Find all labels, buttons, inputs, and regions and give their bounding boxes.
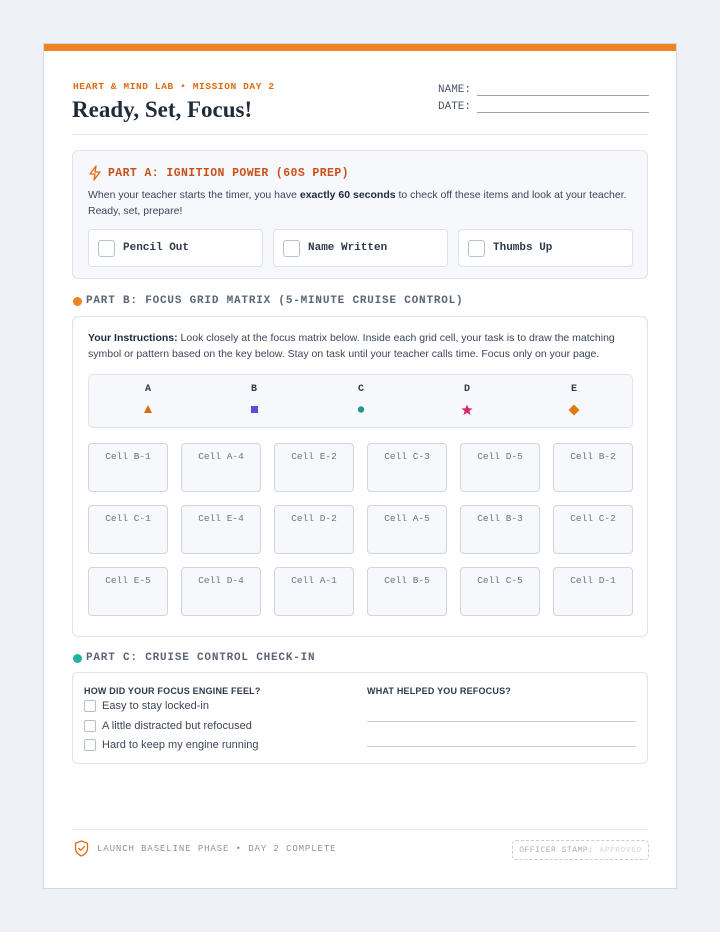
shield-check-icon: [74, 840, 89, 857]
checklist-label: Name Written: [308, 242, 388, 254]
circle-icon: [356, 404, 366, 414]
worksheet-page: [43, 43, 677, 889]
checklist-label: Pencil Out: [123, 242, 190, 254]
grid-cell[interactable]: Cell B-3: [460, 505, 540, 554]
grid-cell[interactable]: Cell D-1: [553, 567, 633, 616]
officer-stamp: [512, 840, 649, 860]
refocus-question: WHAT HELPED YOU REFOCUS?: [367, 686, 511, 696]
grid-cell[interactable]: Cell A-4: [181, 443, 261, 492]
key-item-c: [341, 384, 381, 414]
part-b-instructions: Your Instructions: Look closely at the focus matrix below. Inside each grid cell, your task is to draw the matching symbol or pattern based on the key below. Stay on task until your teacher calls time. Focus only on your page.: [88, 332, 615, 360]
grid-cell[interactable]: Cell C-3: [367, 443, 447, 492]
option-hard[interactable]: [84, 739, 259, 751]
lightning-icon: [88, 165, 102, 181]
part-c-title: PART C: CRUISE CONTROL CHECK-IN: [86, 652, 316, 664]
header-divider: [72, 134, 648, 135]
part-a-title: PART A: IGNITION POWER (60S PREP): [108, 166, 349, 180]
date-line[interactable]: [477, 103, 649, 113]
key-letter: E: [570, 384, 577, 395]
grid-cell[interactable]: Cell E-2: [274, 443, 354, 492]
focus-question: HOW DID YOUR FOCUS ENGINE FEEL?: [84, 686, 261, 696]
stamp-value: APPROVED: [599, 845, 642, 855]
key-item-b: [234, 384, 274, 414]
grid-cell[interactable]: Cell C-2: [553, 505, 633, 554]
key-letter: B: [250, 384, 257, 395]
orange-dot-icon: [73, 297, 82, 306]
footer-divider: [72, 829, 648, 830]
grid-cell[interactable]: Cell D-4: [181, 567, 261, 616]
checkbox[interactable]: [468, 240, 485, 257]
grid-cell[interactable]: Cell E-4: [181, 505, 261, 554]
triangle-icon: [143, 404, 153, 414]
option-label: Easy to stay locked-in: [102, 700, 209, 712]
grid-cell[interactable]: Cell C-1: [88, 505, 168, 554]
checklist-item-pencil[interactable]: [88, 229, 263, 267]
grid-cell[interactable]: Cell A-1: [274, 567, 354, 616]
key-letter: A: [144, 384, 151, 395]
key-letter: C: [357, 384, 364, 395]
diamond-icon: [568, 404, 580, 416]
symbol-key: [88, 374, 633, 428]
answer-line[interactable]: [367, 721, 636, 722]
mission-kicker: HEART & MIND LAB • MISSION DAY 2: [73, 81, 275, 92]
part-a-card: [72, 150, 648, 279]
checkbox[interactable]: [84, 700, 96, 712]
stamp-label: OFFICER STAMP:: [519, 845, 594, 855]
grid-cell[interactable]: Cell B-2: [553, 443, 633, 492]
part-c-heading: [73, 652, 315, 664]
part-b-title: PART B: FOCUS GRID MATRIX (5-MINUTE CRUISE CONTROL): [86, 295, 464, 307]
option-locked-in[interactable]: [84, 700, 209, 712]
checklist-item-thumbs[interactable]: [458, 229, 633, 267]
checklist-label: Thumbs Up: [493, 242, 553, 254]
key-letter: D: [463, 384, 470, 395]
grid-cell[interactable]: Cell B-1: [88, 443, 168, 492]
checkbox[interactable]: [84, 739, 96, 751]
square-icon: [249, 404, 259, 414]
checklist-item-name[interactable]: [273, 229, 448, 267]
date-field[interactable]: [438, 101, 649, 113]
key-item-a: [128, 384, 168, 414]
option-label: A little distracted but refocused: [102, 720, 252, 732]
footer-status: LAUNCH BASELINE PHASE • DAY 2 COMPLETE: [97, 844, 337, 854]
key-item-e: [554, 384, 594, 416]
grid-cell[interactable]: Cell D-2: [274, 505, 354, 554]
part-a-instructions: When your teacher starts the timer, you have exactly 60 seconds to check off these items and look at your teacher. Ready, set, prepare!: [88, 189, 627, 217]
answer-line[interactable]: [367, 746, 636, 747]
grid-cell[interactable]: Cell D-5: [460, 443, 540, 492]
star-icon: [461, 404, 473, 416]
grid-cell[interactable]: Cell E-5: [88, 567, 168, 616]
grid-cell[interactable]: Cell A-5: [367, 505, 447, 554]
option-distracted[interactable]: [84, 720, 252, 732]
checkbox[interactable]: [283, 240, 300, 257]
part-b-card: [72, 316, 648, 637]
page-title: Ready, Set, Focus!: [72, 97, 253, 122]
checkbox[interactable]: [84, 720, 96, 732]
option-label: Hard to keep my engine running: [102, 739, 259, 751]
accent-bar: [44, 44, 676, 51]
grid-cell[interactable]: Cell B-5: [367, 567, 447, 616]
teal-dot-icon: [73, 654, 82, 663]
part-c-card: [72, 672, 648, 764]
checkbox[interactable]: [98, 240, 115, 257]
name-line[interactable]: [477, 86, 649, 96]
grid-cell[interactable]: Cell C-5: [460, 567, 540, 616]
name-field[interactable]: [438, 84, 649, 96]
key-item-d: [447, 384, 487, 416]
date-label: DATE:: [438, 101, 472, 113]
part-b-heading: [73, 295, 463, 307]
part-a-heading: [88, 165, 349, 181]
name-label: NAME:: [438, 84, 472, 96]
